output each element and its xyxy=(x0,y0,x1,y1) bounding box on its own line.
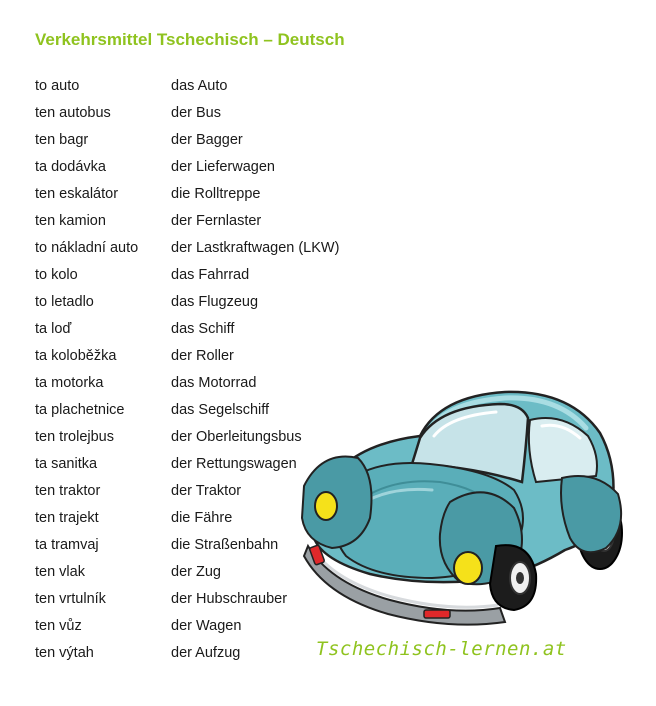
german-word: das Schiff xyxy=(171,321,235,337)
german-word: der Wagen xyxy=(171,618,242,634)
german-word: der Aufzug xyxy=(171,645,241,661)
german-word: der Oberleitungsbus xyxy=(171,429,302,445)
vocabulary-row xyxy=(35,129,365,156)
vocabulary-row xyxy=(35,291,365,318)
czech-word: ten trajekt xyxy=(35,510,99,526)
german-word: der Lastkraftwagen (LKW) xyxy=(171,240,340,256)
vocabulary-row xyxy=(35,75,365,102)
vocabulary-row xyxy=(35,156,365,183)
czech-word: ta tramvaj xyxy=(35,537,99,553)
vocabulary-row xyxy=(35,237,365,264)
car-icon xyxy=(300,378,632,630)
german-word: der Roller xyxy=(171,348,234,364)
german-word: das Fahrrad xyxy=(171,267,250,283)
german-word: die Rolltreppe xyxy=(171,186,261,202)
page-title: Verkehrsmittel Tschechisch – Deutsch xyxy=(35,30,345,49)
site-watermark: Tschechisch-lernen.at xyxy=(316,638,567,660)
czech-word: ta loď xyxy=(35,321,72,337)
vocabulary-row xyxy=(35,210,365,237)
german-word: der Bagger xyxy=(171,132,243,148)
czech-word: ten vrtulník xyxy=(35,591,106,607)
german-word: der Hubschrauber xyxy=(171,591,288,607)
czech-word: to auto xyxy=(35,78,80,94)
german-word: der Traktor xyxy=(171,483,242,499)
czech-word: ta sanitka xyxy=(35,456,98,472)
czech-word: ten vůz xyxy=(35,618,82,634)
german-word: der Zug xyxy=(171,564,221,580)
czech-word: to letadlo xyxy=(35,294,94,310)
german-word: der Fernlaster xyxy=(171,213,262,229)
german-word: das Motorrad xyxy=(171,375,257,391)
german-word: die Fähre xyxy=(171,510,233,526)
czech-word: to kolo xyxy=(35,267,78,283)
german-word: der Rettungswagen xyxy=(171,456,297,472)
vocabulary-row xyxy=(35,102,365,129)
czech-word: ta dodávka xyxy=(35,159,106,175)
czech-word: ten bagr xyxy=(35,132,89,148)
german-word: der Bus xyxy=(171,105,221,121)
czech-word: ta plachetnice xyxy=(35,402,125,418)
german-word: die Straßenbahn xyxy=(171,537,279,553)
czech-word: ten autobus xyxy=(35,105,111,121)
czech-word: ten vlak xyxy=(35,564,85,580)
german-word: das Segelschiff xyxy=(171,402,270,418)
czech-word: ten kamion xyxy=(35,213,106,229)
vocabulary-row xyxy=(35,345,365,372)
czech-word: ten výtah xyxy=(35,645,94,661)
czech-word: ta motorka xyxy=(35,375,104,391)
german-word: das Flugzeug xyxy=(171,294,259,310)
czech-word: ten trolejbus xyxy=(35,429,114,445)
german-word: der Lieferwagen xyxy=(171,159,275,175)
vocabulary-row xyxy=(35,183,365,210)
czech-word: to nákladní auto xyxy=(35,240,139,256)
vocabulary-row xyxy=(35,318,365,345)
german-word: das Auto xyxy=(171,78,228,94)
czech-word: ten traktor xyxy=(35,483,101,499)
czech-word: ta koloběžka xyxy=(35,348,117,364)
vocabulary-row xyxy=(35,264,365,291)
czech-word: ten eskalátor xyxy=(35,186,119,202)
